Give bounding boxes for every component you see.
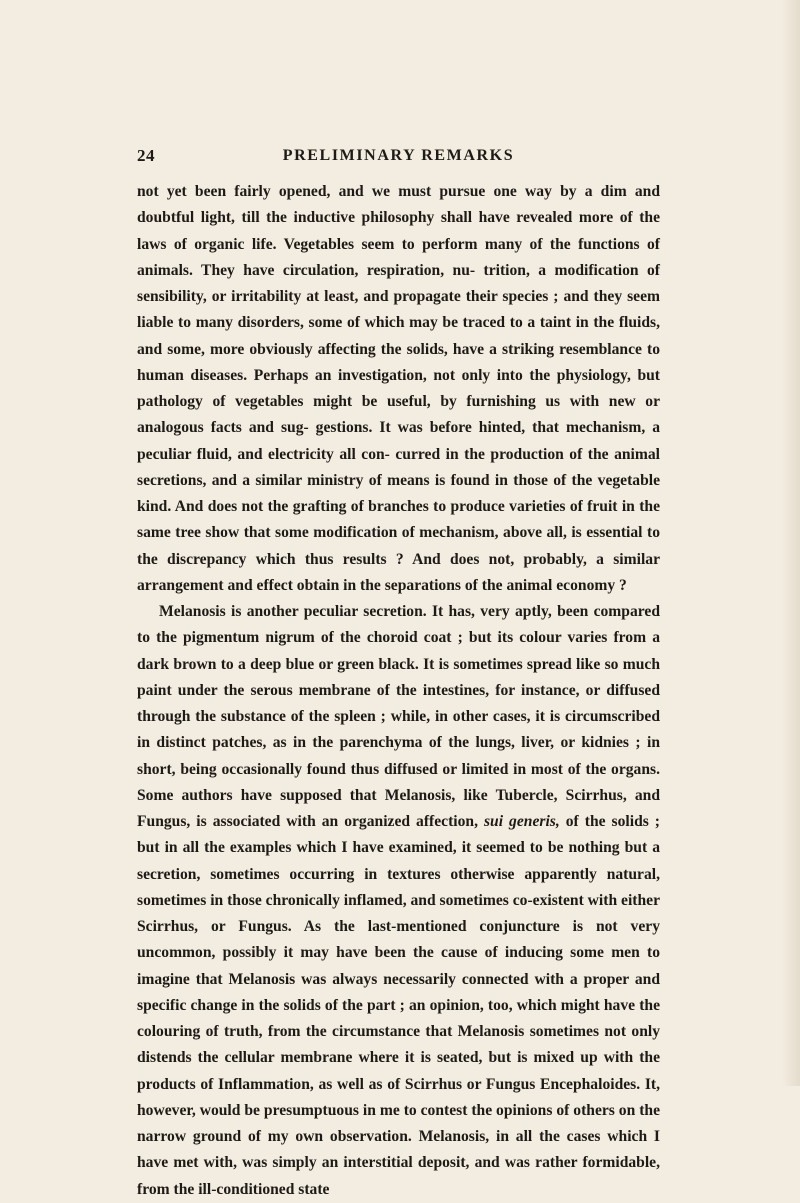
- paragraph-text: Melanosis is another peculiar secretion. It has, very aptly, been compared to the pigmentum nigrum of the choroid coat ; but its colour varies from a dark brown to a deep blue or green black. It is sometimes spread like so much paint under the serous membrane of the intestines, for instance, or diffused through the substance of the spleen ; while, in other cases, it is circumscribed in distinct patches, as in the parenchyma of the lungs, liver, or kidnies ; in short, being occasionally found thus diffused or limited in most of the organs. Some authors have supposed that Melanosis, like Tubercle, Scirrhus, and Fungus, is associated with an organized affection,: [137, 603, 660, 830]
- page-number: 24: [137, 146, 155, 165]
- italic-phrase: sui generis,: [483, 813, 560, 830]
- page-header: [137, 146, 660, 172]
- paragraph-melanosis: [137, 599, 660, 1203]
- paragraph-text: of the solids ; but in all the examples which I have examined, it seemed to be nothing but a secretion, sometimes occurring in textures otherwise apparently natural, sometimes in those chronically inflamed, and sometimes co-existent with either Scirrhus, or Fungus. As the last-mentioned conjuncture is not very uncommon, possibly it may have been the cause of inducing some men to imagine that Melanosis was always necessarily connected with a proper and specific change in the solids of the part ; an opinion, too, which might have the colouring of truth, from the circumstance that Melanosis sometimes not only distends the cellular membrane where it is seated, but is mixed up with the products of Inflammation, as well as of Scirrhus or Fungus Encephaloides. It, however, would be presumptuous in me to contest the opinions of others on the narrow ground of my own observation. Melanosis, in all the cases which I have met with, was simply an interstitial deposit, and was rather formidable, from the ill-conditioned state: [137, 813, 661, 1198]
- running-head: PRELIMINARY REMARKS: [282, 147, 515, 164]
- paragraph-continuation: [137, 179, 660, 599]
- body-text: [137, 179, 660, 1203]
- paragraph-text: not yet been fairly opened, and we must pursue one way by a dim and doubtful light, till the inductive philosophy shall have revealed more of the laws of organic life. Vegetables seem to perform many of the functions of animals. They have circulation, respiration, nu- trition, a modification of sensibility, or irritability at least, and propagate their species ; and they seem liable to many disorders, some of which may be traced to a taint in the fluids, and some, more obviously affecting the solids, have a striking resemblance to human diseases. Perhaps an investigation, not only into the physiology, but pathology of vegetables might be useful, by furnishing us with new or analogous facts and sug- gestions. It was before hinted, that mechanism, a peculiar fluid, and electricity all con- curred in the production of the animal secretions, and a similar ministry of means is found in those of the vegetable kind. And does not the grafting of branches to produce varieties of fruit in the same tree show that some modification of mechanism, above all, is essential to the discrepancy which thus results ? And does not, probably, a similar arrangement and effect obtain in the separations of the animal economy ?: [137, 183, 660, 594]
- page-edge-shadow: [782, 0, 800, 1086]
